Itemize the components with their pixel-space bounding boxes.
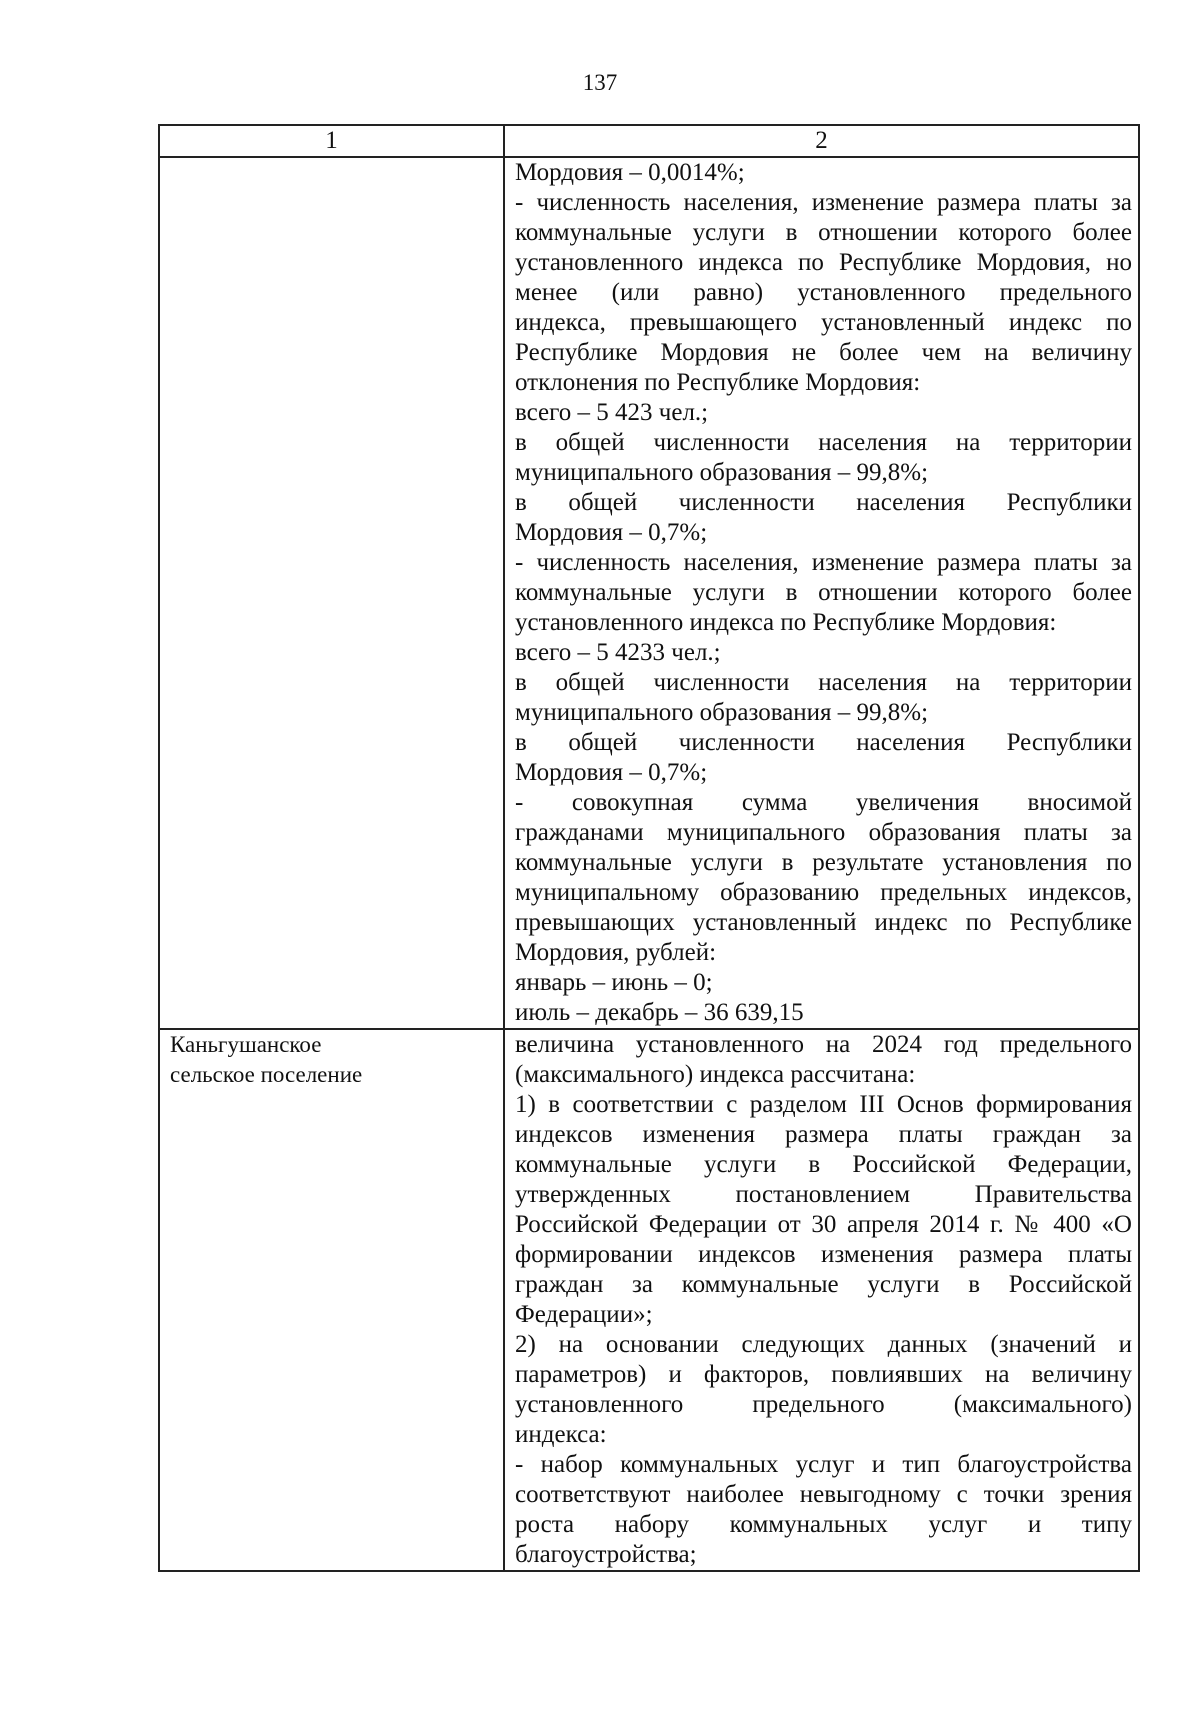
- row-1-col-1: [159, 157, 504, 1029]
- text-line: - совокупная сумма увеличения вносимой: [515, 789, 1132, 816]
- text-line: превышающих установленный индекс по Республике: [515, 909, 1132, 936]
- text-line: муниципальному образованию предельных индексов,: [515, 879, 1132, 906]
- page-number: 137: [582, 70, 618, 95]
- text-line: менее (или равно) установленного предельного: [515, 279, 1132, 306]
- table-row: [159, 157, 1139, 1029]
- text-line: гражданами муниципального образования платы за: [515, 819, 1132, 846]
- text-line: Мордовия – 0,0014%;: [515, 159, 745, 186]
- text-line: всего – 5 4233 чел.;: [515, 639, 721, 666]
- table-header-row: [159, 125, 1139, 157]
- row-2-col-1: [159, 1029, 504, 1571]
- text-line: муниципального образования – 99,8%;: [515, 459, 929, 486]
- row-2-col-2: [504, 1029, 1139, 1571]
- text-line: индекса:: [515, 1421, 607, 1448]
- text-line: индексов изменения размера платы граждан за: [515, 1121, 1132, 1148]
- text-line: Мордовия – 0,7%;: [515, 759, 708, 786]
- text-line: июль – декабрь – 36 639,15: [515, 999, 804, 1026]
- text-line: в общей численности населения на территории: [515, 669, 1132, 696]
- table-row: [159, 1029, 1139, 1571]
- text-line: индекса, превышающего установленный индекс по: [515, 309, 1132, 336]
- text-line: Российской Федерации от 30 апреля 2014 г. № 400 «О: [515, 1211, 1132, 1238]
- text-line: в общей численности населения Республики: [515, 729, 1132, 756]
- text-line: январь – июнь – 0;: [515, 969, 713, 996]
- text-line: 1) в соответствии с разделом III Основ формирования: [515, 1091, 1132, 1118]
- settlement-name-line: Каньгушанское: [170, 1032, 322, 1057]
- column-header-2: 2: [504, 125, 1139, 157]
- text-line: граждан за коммунальные услуги в Российской: [515, 1271, 1132, 1298]
- text-line: коммунальные услуги в Российской Федерации,: [515, 1151, 1132, 1178]
- text-line: Мордовия – 0,7%;: [515, 519, 708, 546]
- text-line: коммунальные услуги в отношении которого более: [515, 219, 1132, 246]
- text-line: коммунальные услуги в результате установления по: [515, 849, 1132, 876]
- text-line: в общей численности населения на территории: [515, 429, 1132, 456]
- text-line: благоустройства;: [515, 1541, 697, 1568]
- text-line: установленного индекса по Республике Мордовия:: [515, 609, 1057, 636]
- row-1-col-2: [504, 157, 1139, 1029]
- text-line: - численность населения, изменение размера платы за: [515, 189, 1132, 216]
- text-line: формировании индексов изменения размера платы: [515, 1241, 1132, 1268]
- text-line: Федерации»;: [515, 1301, 653, 1328]
- text-line: всего – 5 423 чел.;: [515, 399, 709, 426]
- text-line: величина установленного на 2024 год предельного: [515, 1031, 1132, 1058]
- document-table: [158, 124, 1140, 1572]
- text-line: в общей численности населения Республики: [515, 489, 1132, 516]
- text-line: параметров) и факторов, повлиявших на величину: [515, 1361, 1132, 1388]
- text-line: утвержденных постановлением Правительства: [515, 1181, 1132, 1208]
- settlement-name-line: сельское поселение: [170, 1062, 363, 1087]
- text-line: 2) на основании следующих данных (значений и: [515, 1331, 1132, 1358]
- text-line: соответствуют наиболее невыгодному с точки зрения: [515, 1481, 1132, 1508]
- text-line: установленного предельного (максимального): [515, 1391, 1132, 1418]
- text-line: (максимального) индекса рассчитана:: [515, 1061, 916, 1088]
- text-line: отклонения по Республике Мордовия:: [515, 369, 921, 396]
- column-header-1: 1: [159, 125, 504, 157]
- text-line: Мордовия, рублей:: [515, 939, 717, 966]
- text-line: установленного индекса по Республике Мордовия, но: [515, 249, 1132, 276]
- text-line: роста набору коммунальных услуг и типу: [515, 1511, 1132, 1538]
- text-line: Республике Мордовия не более чем на величину: [515, 339, 1132, 366]
- text-line: муниципального образования – 99,8%;: [515, 699, 929, 726]
- text-line: - численность населения, изменение размера платы за: [515, 549, 1132, 576]
- text-line: коммунальные услуги в отношении которого более: [515, 579, 1132, 606]
- text-line: - набор коммунальных услуг и тип благоустройства: [515, 1451, 1132, 1478]
